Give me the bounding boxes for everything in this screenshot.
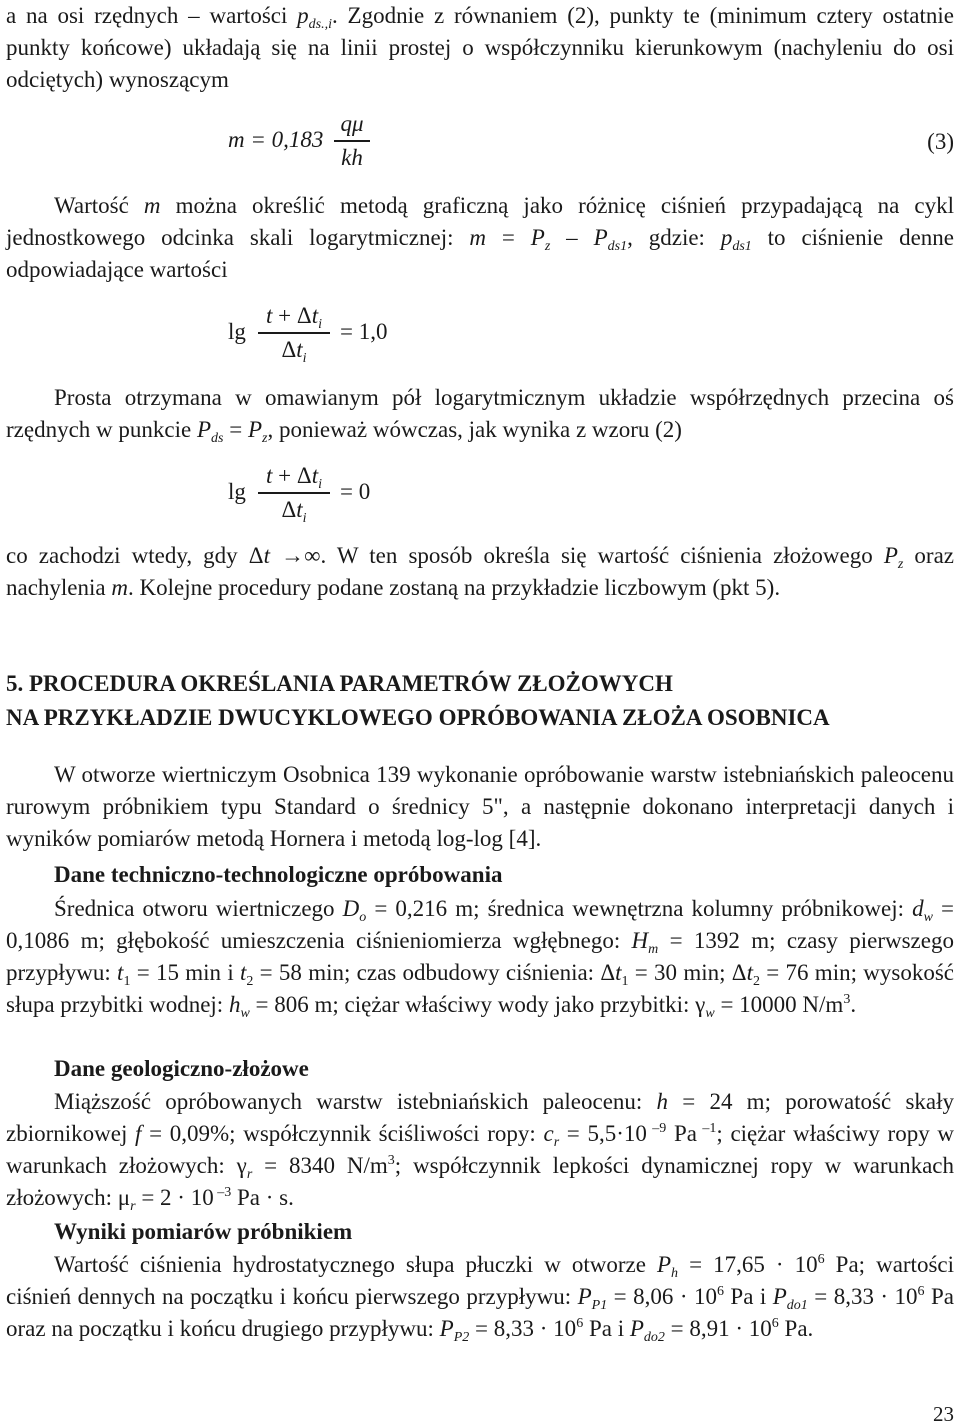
para-co-zachodzi: co zachodzi wtedy, gdy Δt →∞. W ten sposób określa się wartość ciśnienia złożowego $P_z$ oraz nachylenia m. Kolejne procedury podane zostaną na przykładzie liczbowym (pkt 5).	[6, 543, 954, 600]
section-heading-line-2: NA PRZYKŁADZIE DWUCYKLOWEGO OPRÓBOWANIA ZŁOŻA OSOBNICA	[6, 705, 830, 730]
eq-b-denominator: $\Delta t_i$	[281, 496, 307, 526]
eq3-lhs: m = 0,183	[228, 127, 324, 152]
eq3-fraction	[334, 110, 370, 172]
eq-a-rhs: = 1,0	[340, 319, 388, 344]
section-heading-line-1: 5. PROCEDURA OKREŚLANIA PARAMETRÓW ZŁOŻOWYCH	[6, 671, 673, 696]
eq-b-numerator: $t + \Delta t_i$	[266, 463, 322, 492]
para-tech: Średnica otworu wiertniczego $D_o = 0,216$ m; średnica wewnętrzna kolumny próbnikowej: $d_w = 0,1086$ m; głębokość umieszczenia ciśnieniomierza wgłębnego: $H_m = 1392$ m; czasy pierwszego przypływu: $t_1 = 15$ min i $t_2 = 58$ min; czas odbudowy ciśnienia: $\Delta t_1 = 30$ min; $\Delta t_2 = 76$ min; wysokość słupa przybitki wodnej: $h_w = 806$ m; ciężar właściwy wody jako przybitki: $\gamma_w = 10000$ $N/m^3$.	[6, 896, 954, 1021]
intro-paragraph: a na osi rzędnych – wartości $p_{ds.,i}$. Zgodnie z równaniem (2), punkty te (minimum cztery ostatnie punkty końcowe) układają się na linii prostej o współczynniku kierunkowym (nachyleniu do osi odciętych) wynoszącym	[6, 3, 954, 92]
para-prosta: Prosta otrzymana w omawianym pół logarytmicznym układzie współrzędnych przecina oś rzędnych w punkcie $P_{ds} = P_z$, ponieważ wówczas, jak wynika z wzoru (2)	[6, 385, 954, 446]
eq-a-numerator: $t + \Delta t_i$	[266, 303, 322, 332]
eq-a-denominator: $\Delta t_i$	[281, 336, 307, 366]
para-otwor: W otworze wiertniczym Osobnica 139 wykonanie opróbowanie warstw istebniańskich paleocenu rurowym próbnikiem typu Standard o średnicy 5", a następnie dokonano interpretacji danych i wyników pomiarów metodą Hornera i metodą log-log [4].	[6, 762, 954, 851]
eq-a-lg: lg	[228, 319, 246, 344]
para-geo: Miąższość opróbowanych warstw istebniańskich paleocenu: h = 24 m; porowatość skały zbiornikowej f = 0,09%; współczynnik ściśliwości ropy: $c_r = 5,5\cdot 10$ $^{-9}$ Pa $^{-1}$; ciężar właściwy ropy w warunkach złożowych: $\gamma_r = 8340$ $N/m^3$; współczynnik lepkości dynamicznej ropy w warunkach złożowych: $\mu_r = 2 \cdot 10$ $^{-3}$ Pa · s.	[6, 1089, 954, 1214]
subheading-tech: Dane techniczno-technologiczne opróbowania	[54, 862, 503, 887]
eq3-denominator: kh	[341, 144, 363, 170]
eq-b-rhs: = 0	[340, 479, 371, 504]
eq-b-fraction	[258, 462, 330, 524]
eq-a-fraction	[258, 302, 330, 364]
subheading-wyniki: Wyniki pomiarów próbnikiem	[54, 1219, 353, 1244]
page-number: 23	[933, 1402, 954, 1426]
para-m: Wartość m można określić metodą graficzną jako różnicę ciśnień przypadającą na cykl jednostkowego odcinka skali logarytmicznej: $m = P_z - P_{ds1}$, gdzie: $p_{ds1}$ to ciśnienie denne odpowiadające wartości	[6, 193, 954, 282]
eq3-label: (3)	[927, 129, 954, 154]
para-wyniki: Wartość ciśnienia hydrostatycznego słupa płuczki w otworze $P_h = 17,65 \cdot 10^6$ Pa; wartości ciśnień dennych na początku i końcu pierwszego przypływu: $P_{P1} = 8,06 \cdot 10^6$ Pa i $P_{do1} = 8,33 \cdot 10^6$ Pa oraz na początku i końcu drugiego przypływu: $P_{P2} = 8,33 \cdot 10^6$ Pa i $P_{do2} = 8,91 \cdot 10^6$ Pa.	[6, 1252, 955, 1345]
eq3-numerator: qμ	[340, 111, 364, 136]
subheading-geo: Dane geologiczno-złożowe	[54, 1056, 309, 1081]
eq-b-lg: lg	[228, 479, 246, 504]
